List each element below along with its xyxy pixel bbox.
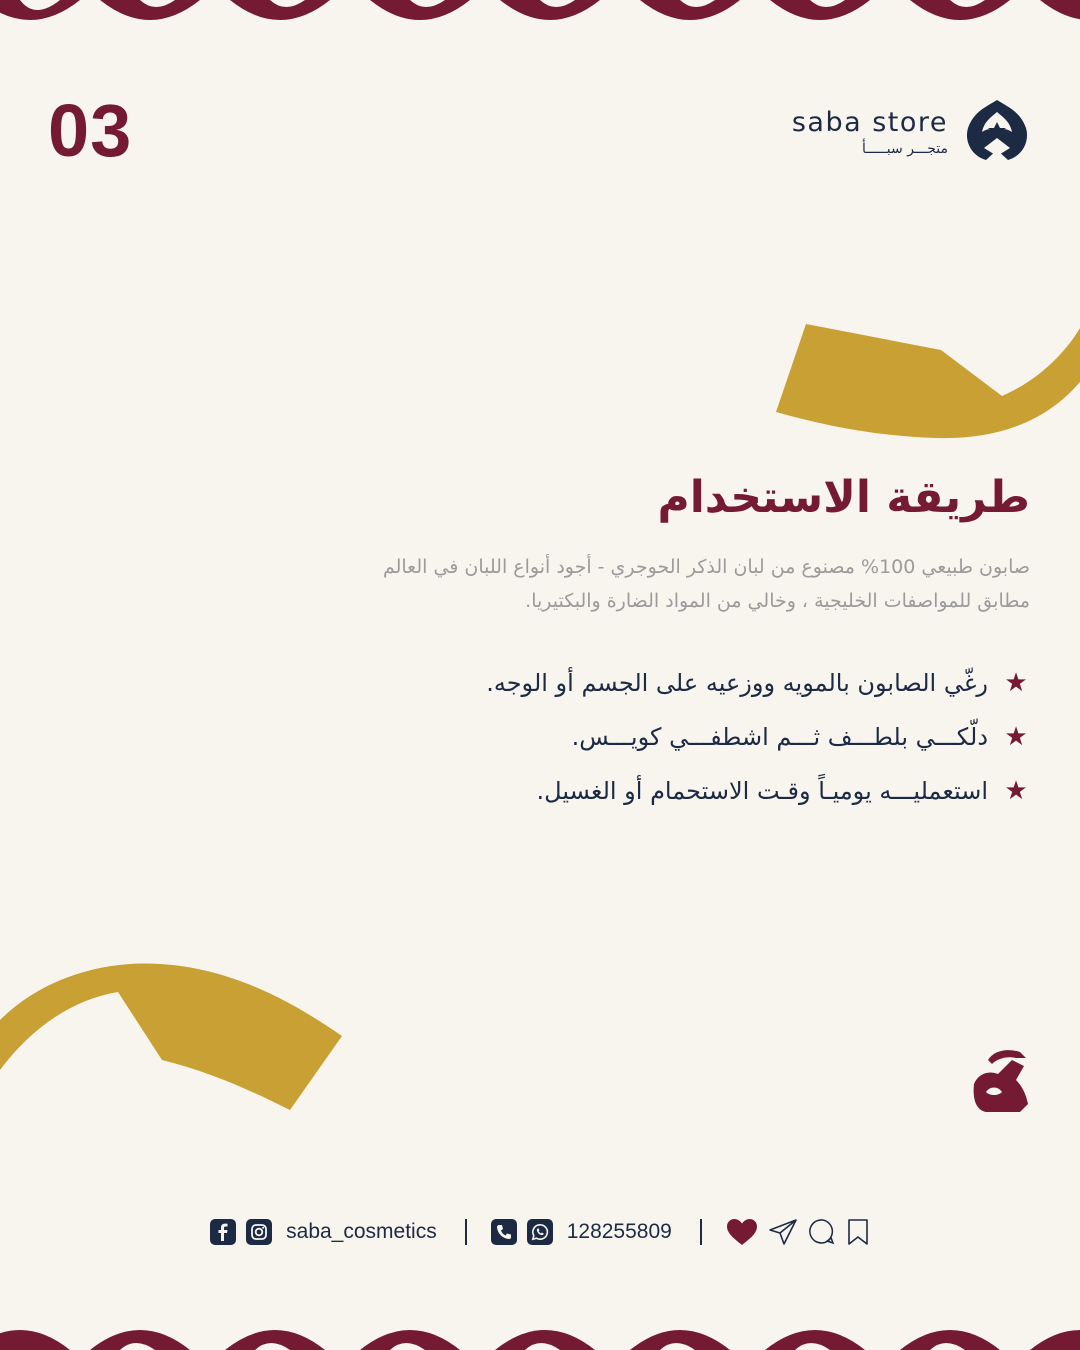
- send-icon[interactable]: [768, 1218, 798, 1246]
- brand-header: [792, 98, 1030, 166]
- divider: [465, 1219, 467, 1245]
- page-number: 03: [48, 89, 133, 172]
- step-text: استعمليـــه يوميـاً وقـت الاستحمام أو الغسيل.: [536, 777, 988, 805]
- list-item: [390, 710, 1030, 764]
- top-decorative-border: [0, 0, 1080, 30]
- divider: [700, 1219, 702, 1245]
- usage-steps-list: [390, 656, 1030, 818]
- instagram-icon[interactable]: [246, 1219, 272, 1245]
- gold-ribbon-bottom: [0, 960, 344, 1116]
- star-icon: ★: [1004, 776, 1028, 806]
- star-icon: ★: [1004, 668, 1028, 698]
- phone-icon[interactable]: [491, 1219, 517, 1245]
- brand-name: saba store: [791, 106, 948, 138]
- step-text: دلّكـــي بلطـــف ثـــم اشطفـــي كويـــس.: [571, 723, 988, 751]
- heart-icon[interactable]: [726, 1218, 758, 1246]
- gold-ribbon-top: [776, 322, 1080, 444]
- product-description: [270, 550, 1030, 618]
- star-icon: ★: [1004, 722, 1028, 752]
- description-line-2: مطابق للمواصفات الخليجية ، وخالي من المواد الضارة والبكتيريا.: [525, 590, 1030, 612]
- footer-contact-bar: [0, 1218, 1080, 1246]
- description-line-1: صابون طبيعي 100% مصنوع من لبان الذكر الحوجري - أجود أنواع اللبان في العالم: [382, 556, 1030, 578]
- saba-emblem-icon: [964, 98, 1030, 166]
- list-item: [390, 764, 1030, 818]
- comment-icon[interactable]: [808, 1218, 836, 1246]
- brand-arabic-name: متجـــر سبـــــأ: [862, 140, 948, 157]
- facebook-icon[interactable]: [210, 1219, 236, 1245]
- social-handle[interactable]: saba_cosmetics: [286, 1220, 437, 1243]
- step-text: رغّي الصابون بالمويه ووزعيه على الجسم أو الوجه.: [486, 669, 988, 697]
- bookmark-icon[interactable]: [846, 1218, 870, 1246]
- phone-number[interactable]: 128255809: [566, 1220, 672, 1243]
- bottom-decorative-border: [0, 1320, 1080, 1350]
- mortar-pestle-icon: [968, 1046, 1032, 1120]
- section-title: طريقة الاستخدام: [657, 472, 1030, 523]
- list-item: [390, 656, 1030, 710]
- whatsapp-icon[interactable]: [527, 1219, 553, 1245]
